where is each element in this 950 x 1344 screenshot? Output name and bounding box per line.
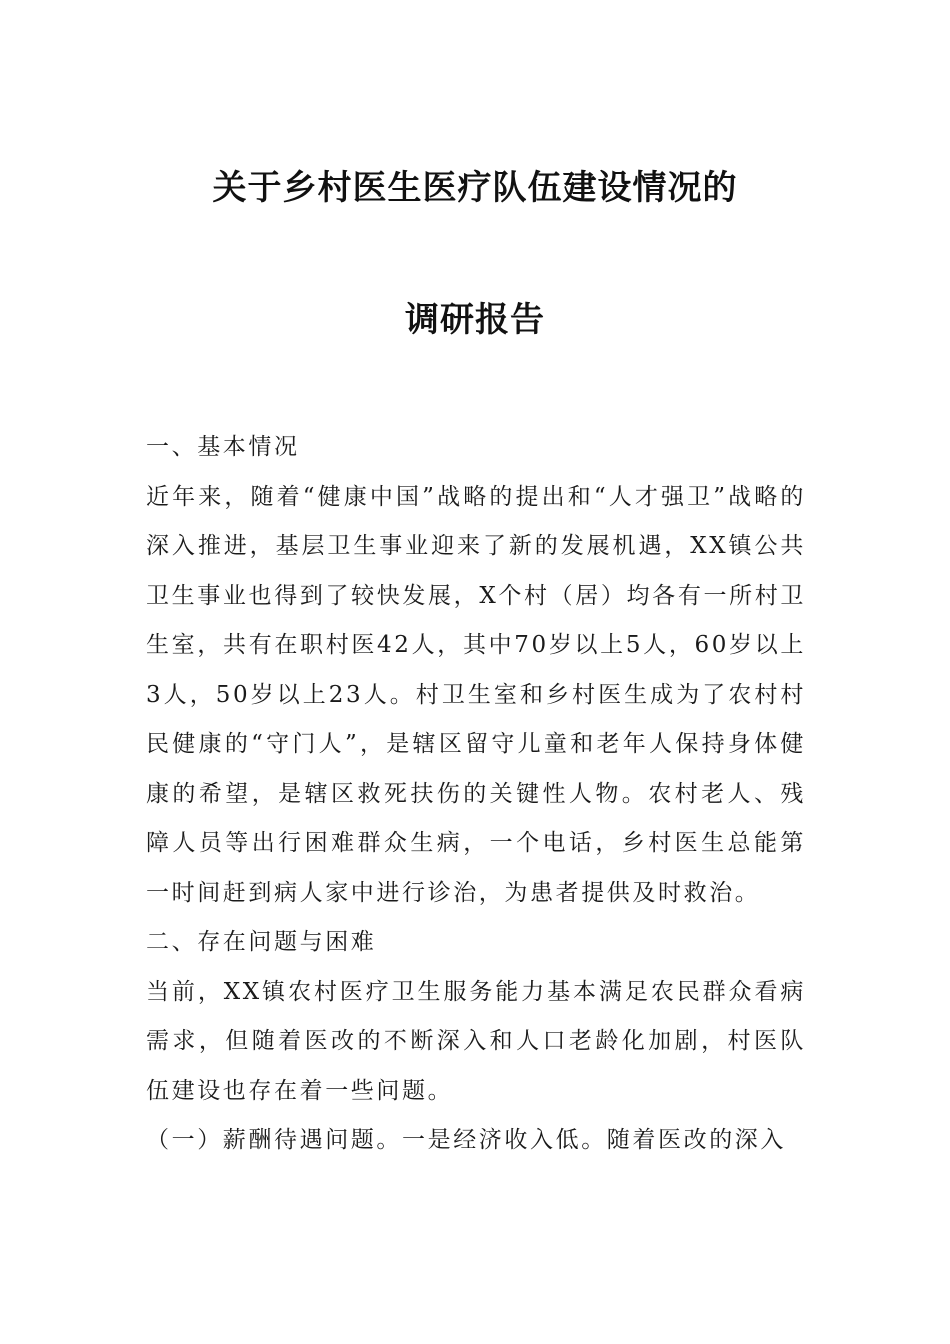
paragraph-basic-situation: 近年来，随着“健康中国”战略的提出和“人才强卫”战略的深入推进，基层卫生事业迎来了新的发展机遇，XX镇公共卫生事业也得到了较快发展，X个村（居）均各有一所村卫生室，共有在职村医42人，其中70岁以上5人，60岁以上3人，50岁以上23人。村卫生室和乡村医生成为了农村村民健康的“守门人”，是辖区留守儿童和老年人保持身体健康的希望，是辖区救死扶伤的关键性人物。农村老人、残障人员等出行困难群众生病，一个电话，乡村医生总能第一时间赶到病人家中进行诊治，为患者提供及时救治。 [146, 483, 806, 906]
subsection-salary-issue: （一）薪酬待遇问题。一是经济收入低。随着医改的深入 [146, 1127, 786, 1153]
section-heading-basic-situation: 一、基本情况 [146, 434, 300, 460]
section-heading-problems: 二、存在问题与困难 [146, 929, 377, 955]
document-title-line-2: 调研报告 [405, 300, 545, 340]
document-title-line-1: 关于乡村医生医疗队伍建设情况的 [212, 168, 738, 208]
paragraph-problems: 当前，XX镇农村医疗卫生服务能力基本满足农民群众看病需求，但随着医改的不断深入和人口老龄化加剧，村医队伍建设也存在着一些问题。 [146, 978, 806, 1104]
document-body [146, 423, 806, 1166]
